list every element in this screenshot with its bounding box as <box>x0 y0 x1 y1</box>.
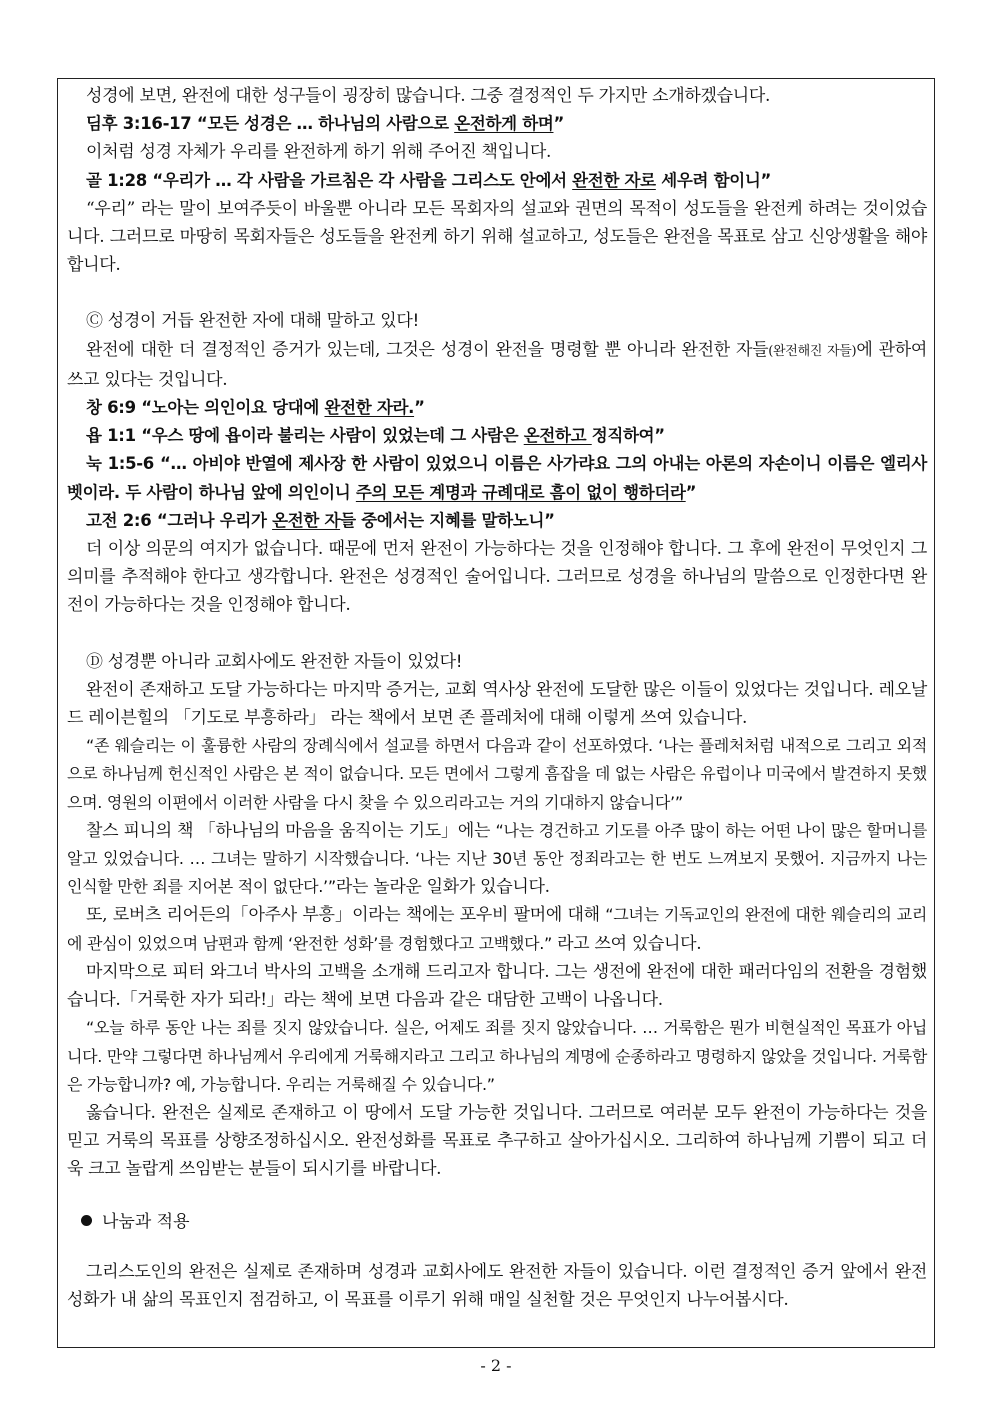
bullet-icon <box>81 1215 92 1226</box>
paragraph: 옳습니다. 완전은 실제로 존재하고 이 땅에서 도달 가능한 것입니다. 그러므로 여러분 모두 완전이 가능하다는 것을 믿고 거룩의 목표를 상향조정하십시오. 완전성화를 목표로 추구하고 살아가십시오. 그리하여 하나님께 기쁨이 되고 더욱 크고 놀랍게 쓰임받는 분들이 되시기를 바랍니다. <box>67 1102 927 1180</box>
paragraph: 완전에 대한 더 결정적인 증거가 있는데, 그것은 성경이 완전을 명령할 뿐 아니라 완전한 자들(완전해진 자들)에 관하여 쓰고 있다는 것입니다. <box>67 339 928 390</box>
section-c <box>67 307 927 619</box>
paragraph: 더 이상 의문의 여지가 없습니다. 때문에 먼저 완전이 가능하다는 것을 인정해야 합니다. 그 후에 완전이 무엇인지 그 의미를 추적해야 한다고 생각합니다. 완전은 성경적인 술어입니다. 그러므로 성경을 하나님의 말씀으로 인정한다면 완전이 가능하다는 것을 인정해야 합니다. <box>67 539 927 616</box>
section-heading: Ⓒ 성경이 거듭 완전한 자에 대해 말하고 있다! <box>86 311 420 332</box>
scripture-verse: 눅 1:5-6 “… 아비야 반열에 제사장 한 사람이 있었으니 이름은 사가랴요 그의 아내는 아론의 자손이니 이름은 엘리사벳이라. 두 사람이 하나님 앞에 의인이니 주의 모든 계명과 규례대로 흠이 없이 행하더라” <box>67 454 927 502</box>
block-quote: “존 웨슬리는 이 훌륭한 사람의 장례식에서 설교를 하면서 다음과 같이 선포하였다. ‘나는 플레처처럼 내적으로 그리고 외적으로 하나님께 헌신적인 사람은 본 적이 없습니다. 모든 면에서 그렇게 흠잡을 데 없는 사람은 유럽이나 미국에서 발견하지 못했으며. 영원의 이편에서 이러한 사람을 다시 찾을 수 있으리라고는 거의 기대하지 않습니다’” <box>67 736 927 812</box>
paragraph: 완전이 존재하고 도달 가능하다는 마지막 증거는, 교회 역사상 완전에 도달한 많은 이들이 있었다는 것입니다. 레오날드 레이븐힐의 「기도로 부흥하라」 라는 책에서 보면 존 플레처에 대해 이렇게 쓰여 있습니다. <box>67 679 927 729</box>
paragraph: 성경에 보면, 완전에 대한 성구들이 굉장히 많습니다. 그중 결정적인 두 가지만 소개하겠습니다. <box>86 86 771 106</box>
section-sharing <box>67 1208 927 1315</box>
section-heading: Ⓓ 성경뿐 아니라 교회사에도 완전한 자들이 있었다! <box>86 651 463 672</box>
paragraph: 또, 로버츠 리어든의「아주사 부흥」이라는 책에는 포우비 팔머에 대해 “그녀는 기독교인의 완전에 대한 웨슬리의 교리에 관심이 있었으며 남편과 함께 ‘완전한 성화’를 경험했다고 고백했다.” 라고 쓰여 있습니다. <box>67 905 927 954</box>
spacer <box>67 1184 927 1208</box>
document-body <box>67 82 927 1314</box>
scripture-verse: 창 6:9 “노아는 의인이요 당대에 완전한 자라.” <box>86 398 425 418</box>
block-quote: “오늘 하루 동안 나는 죄를 짓지 않았습니다. 실은, 어제도 죄를 짓지 않았습니다. … 거룩함은 뭔가 비현실적인 목표가 아닙니다. 만약 그렇다면 하나님께서 우리에게 거룩해지라고 그리고 하나님의 계명에 순종하라고 명령하지 않았을 것입니다. 거룩함은 가능합니까? 예, 가능합니다. 우리는 거룩해질 수 있습니다.” <box>67 1018 927 1094</box>
paragraph: 이처럼 성경 자체가 우리를 완전하게 하기 위해 주어진 책입니다. <box>86 142 552 163</box>
sharing-heading: 나눔과 적용 <box>67 1208 927 1236</box>
scripture-verse: 고전 2:6 “그러나 우리가 온전한 자들 중에서는 지혜를 말하노니” <box>86 510 555 530</box>
scripture-verse: 욥 1:1 “우스 땅에 욥이라 불리는 사람이 있었는데 그 사람은 온전하고 정직하여” <box>86 426 665 446</box>
scripture-verse: 골 1:28 “우리가 … 각 사람을 가르침은 각 사람을 그리스도 안에서 완전한 자로 세우려 함이니” <box>86 170 772 190</box>
paragraph: “우리” 라는 말이 보여주듯이 바울뿐 아니라 모든 목회자의 설교와 권면의 목적이 성도들을 완전케 하려는 것이었습니다. 그러므로 마땅히 목회자들은 성도들을 완전케 하기 위해 설교하고, 성도들은 완전을 목표로 삼고 신앙생활을 해야 합니다. <box>67 198 927 276</box>
spacer <box>67 1236 927 1258</box>
scripture-verse: 딤후 3:16-17 “모든 성경은 … 하나님의 사람으로 온전하게 하며” <box>86 114 565 134</box>
section-intro <box>67 82 927 279</box>
paragraph: 그리스도인의 완전은 실제로 존재하며 성경과 교회사에도 완전한 자들이 있습니다. 이런 결정적인 증거 앞에서 완전 성화가 내 삶의 목표인지 점검하고, 이 목표를 이루기 위해 매일 실천할 것은 무엇인지 나누어봅시다. <box>67 1261 927 1310</box>
paragraph: 마지막으로 피터 와그너 박사의 고백을 소개해 드리고자 합니다. 그는 생전에 완전에 대한 패러다임의 전환을 경험했습니다.「거룩한 자가 되라!」라는 책에 보면 다음과 같은 대담한 고백이 나옵니다. <box>67 961 927 1011</box>
section-d <box>67 648 927 1184</box>
page-number: - 2 - <box>480 1356 512 1375</box>
spacer <box>67 620 927 648</box>
spacer <box>67 279 927 307</box>
paragraph: 찰스 피니의 책 「하나님의 마음을 움직이는 기도」에는 “나는 경건하고 기도를 아주 많이 하는 어떤 나이 많은 할머니를 알고 있었습니다. … 그녀는 말하기 시작했습니다. ‘나는 지난 30년 동안 정죄라고는 한 번도 느껴보지 못했어. 지금까지 나는 인식할 만한 죄를 지어본 적이 없단다.’”라는 놀라운 일화가 있습니다. <box>67 820 927 898</box>
